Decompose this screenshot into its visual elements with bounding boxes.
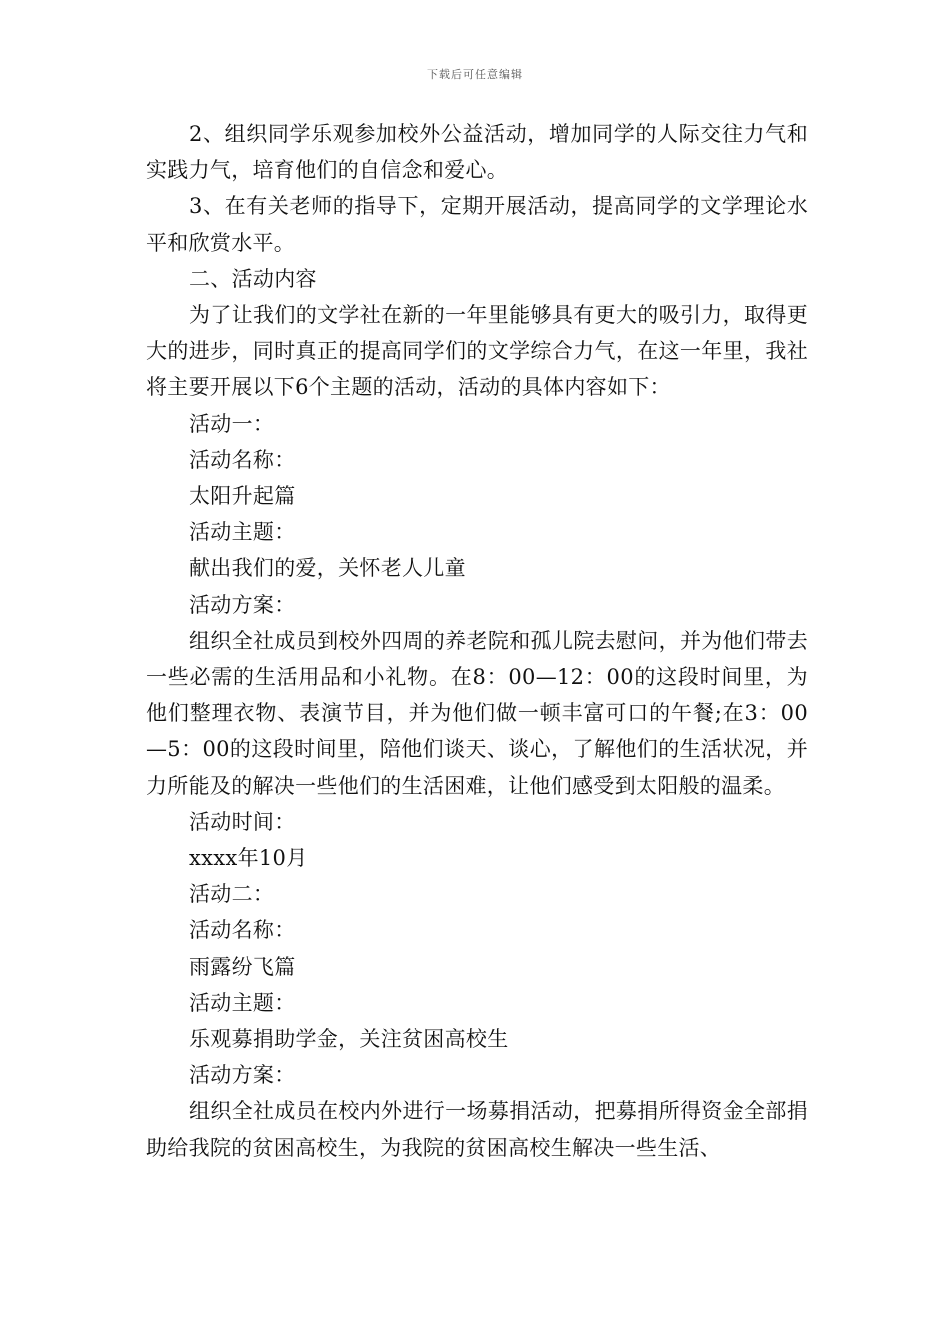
activity-1-time-label: 活动时间： — [189, 809, 296, 834]
activity-1-theme: 献出我们的爱，关怀老人儿童 — [189, 556, 466, 581]
paragraph-goal-3: 3、在有关老师的指导下，定期开展活动，提高同学的文学理论水平和欣赏水平。 — [146, 194, 808, 255]
paragraph-goal-2: 2、组织同学乐观参加校外公益活动，增加同学的人际交往力气和实践力气，培育他们的自信念和爱心。 — [146, 122, 808, 183]
activity-1-time: xxxx年10月 — [189, 846, 308, 871]
activity-2-theme: 乐观募捐助学金，关注贫困高校生 — [189, 1027, 509, 1052]
activity-2-plan-label: 活动方案： — [189, 1063, 296, 1088]
activity-2-name-label: 活动名称： — [189, 918, 296, 943]
activity-1-plan: 组织全社成员到校外四周的养老院和孤儿院去慰问，并为他们带去一些必需的生活用品和小礼物。在8：00—12：00的这段时间里，为他们整理衣物、表演节目，并为他们做一顿丰富可口的午餐;在3：00—5：00的这段时间里，陪他们谈天、谈心，了解他们的生活状况，并力所能及的解决一些他们的生活困难，让他们感受到太阳般的温柔。 — [146, 628, 808, 798]
activity-1-theme-label: 活动主题： — [189, 520, 296, 545]
activity-1-name-label: 活动名称： — [189, 447, 296, 472]
page-header: 下载后可任意编辑 — [427, 68, 523, 81]
section-heading-activity-content: 二、活动内容 — [189, 266, 317, 291]
activity-2-name: 雨露纷飞篇 — [189, 954, 296, 979]
activity-1-label: 活动一： — [189, 411, 275, 436]
activity-1-name: 太阳升起篇 — [189, 484, 296, 509]
activity-1-plan-label: 活动方案： — [189, 592, 296, 617]
activity-2-theme-label: 活动主题： — [189, 990, 296, 1015]
activity-2-label: 活动二： — [189, 882, 275, 907]
activity-2-plan: 组织全社成员在校内外进行一场募捐活动，把募捐所得资金全部捐助给我院的贫困高校生，为我院的贫困高校生解决一些生活、 — [146, 1099, 808, 1160]
document-body — [146, 116, 808, 1166]
paragraph-intro: 为了让我们的文学社在新的一年里能够具有更大的吸引力，取得更大的进步，同时真正的提高同学们的文学综合力气，在这一年里，我社将主要开展以下6个主题的活动，活动的具体内容如下： — [146, 303, 808, 400]
